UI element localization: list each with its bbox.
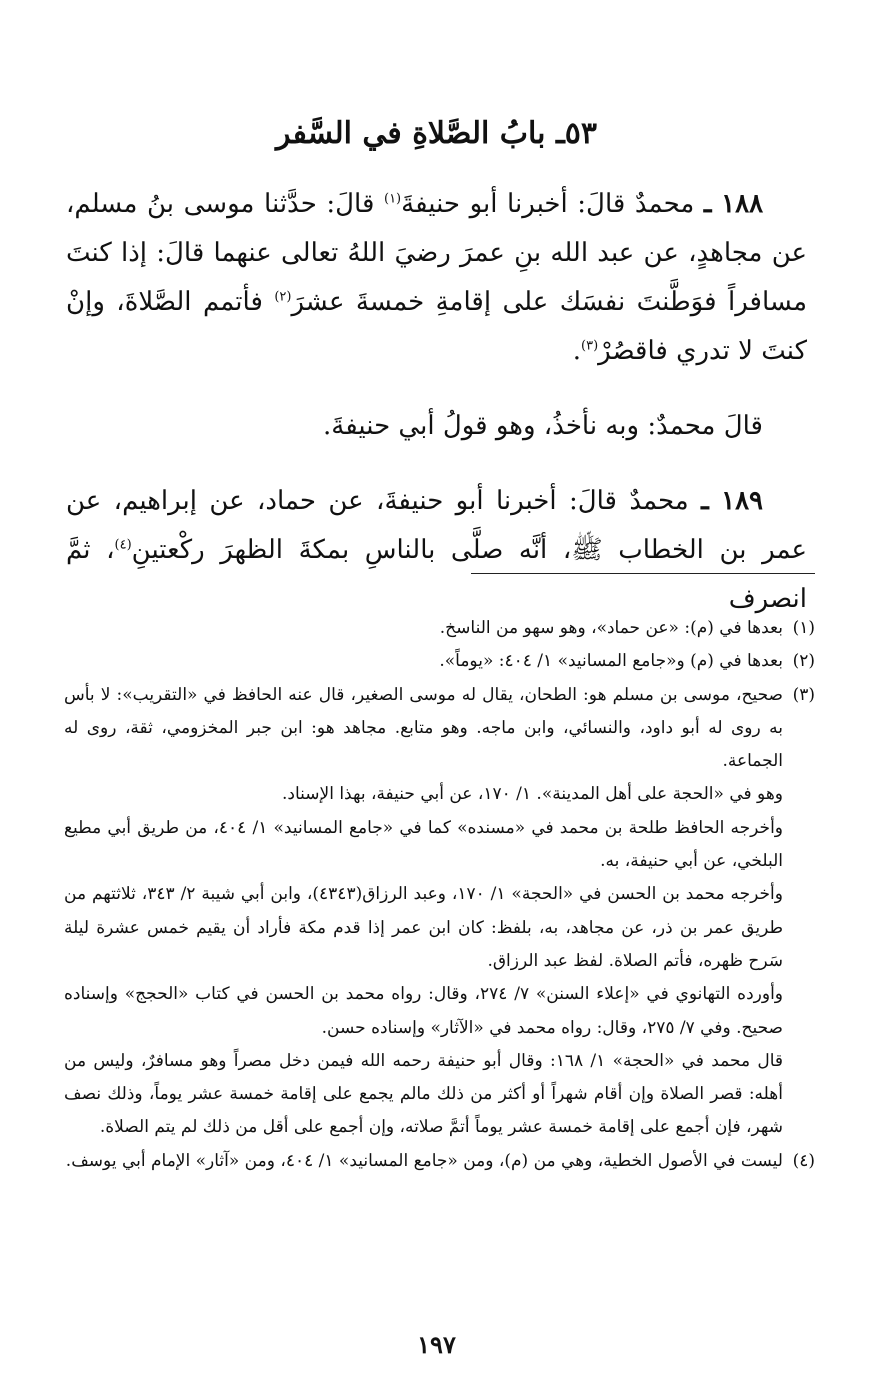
footnote-text: وأورده التهانوي في «إعلاء السنن» ٧/ ٢٧٤، وقال: رواه محمد بن الحسن في كتاب «الحجج» وإسناده صحيح. وفي ٧/ ٢٧٥، وقال: رواه محمد في «الآثار» وإسناده حسن. bbox=[64, 984, 783, 1038]
footnote-3 bbox=[64, 679, 815, 1145]
hadith-dash: ـ bbox=[703, 189, 712, 219]
hadith-text: ، ثمَّ انصرف bbox=[66, 535, 807, 614]
footnote-2 bbox=[64, 645, 815, 678]
footnote-marker: (٢) bbox=[792, 651, 815, 672]
footnote-marker: (١) bbox=[792, 618, 815, 638]
hadith-number: ١٨٩ bbox=[721, 486, 764, 516]
footnotes bbox=[64, 612, 815, 1178]
commentary-paragraph: قالَ محمدٌ: وبه نأخذُ، وهو قولُ أبي حنيفةَ. bbox=[323, 411, 763, 441]
hadith-text: فأتمم الصَّلاةَ، وإنْ كنتَ لا تدري فاقصُرْ bbox=[66, 287, 807, 366]
hadith-text: محمدٌ قالَ: أخبرنا أبو حنيفةَ، عن حماد، عن إبراهيم، عن عمر بن الخطاب ﷺ، أنَّه صلَّى بالناسِ بمكةَ الظهرَ ركْعتينِ bbox=[66, 486, 807, 565]
hadith-189 bbox=[66, 477, 807, 624]
footnote-text: وأخرجه محمد بن الحسن في «الحجة» ١/ ١٧٠، وعبد الرزاق(٤٣٤٣)، وابن أبي شيبة ٢/ ٣٤٣، ثلاثتهم من طريق عمر بن ذر، عن مجاهد، به، بلفظ: كان ابن عمر إذا قدم مكة فأراد أن يقيم خمس عشرة ليلة سَرح ظهره، فأتم الصلاة. لفظ عبد الرزاق. bbox=[64, 884, 783, 971]
footnote-text: وأخرجه الحافظ طلحة بن محمد في «مسنده» كما في «جامع المسانيد» ١/ ٤٠٤، من طريق أبي مطيع البلخي، عن أبي حنيفة، به. bbox=[64, 817, 783, 872]
chapter-title bbox=[60, 112, 813, 156]
chapter-number: ٥٣ bbox=[564, 116, 597, 151]
footnote-text: بعدها في (م): «عن حماد»، وهو سهو من الناسخ. bbox=[439, 618, 783, 638]
footnote-4 bbox=[64, 1145, 815, 1178]
hadith-number: ١٨٨ bbox=[721, 189, 764, 219]
footnote-text: قال محمد في «الحجة» ١/ ١٦٨: وقال أبو حنيفة رحمه الله فيمن دخل مصراً وهو مسافرٌ، وليس من أهله: قصر الصلاة وإن أقام شهراً أو أكثر من ذلك مالم يجمع على إقامة خمسة عشر يوماً، وذلك نصف شهر، فإن أجمع على إقامة خمسة عشر يوماً أتمَّ صلاته، وإن أجمع على أقل من ذلك لم يتم الصلاة. bbox=[64, 1050, 783, 1138]
footnote-text: صحيح، موسى بن مسلم هو: الطحان، يقال له موسى الصغير، قال عنه الحافظ في «التقريب»: لا بأس به روى له أبو داود، والنسائي، وابن ماجه. وهو متابع. مجاهد هو: ابن جبر المخزومي، ثقة، روى له الجماعة. bbox=[64, 684, 783, 772]
page-number: ١٩٧ bbox=[417, 1330, 456, 1359]
footnote-marker: (٤) bbox=[792, 1150, 815, 1171]
chapter-separator: ـ bbox=[555, 116, 565, 151]
footnote-ref[interactable]: (٢) bbox=[274, 289, 292, 305]
main-text bbox=[66, 180, 807, 624]
footnote-text: وهو في «الحجة على أهل المدينة». ١/ ١٧٠، عن أبي حنيفة، بهذا الإسناد. bbox=[281, 784, 783, 805]
footnote-separator bbox=[471, 573, 815, 574]
hadith-188 bbox=[66, 180, 807, 376]
hadith-end: . bbox=[572, 336, 582, 366]
footnote-ref[interactable]: (٣) bbox=[581, 338, 599, 354]
footnote-text: بعدها في (م) و«جامع المسانيد» ١/ ٤٠٤: «يوماً». bbox=[439, 651, 783, 672]
hadith-text: محمدٌ قالَ: أخبرنا أبو حنيفةَ bbox=[401, 189, 695, 219]
footnote-text: ليست في الأصول الخطية، وهي من (م)، ومن «جامع المسانيد» ١/ ٤٠٤، ومن «آثار» الإمام أبي يوسف. bbox=[65, 1150, 783, 1171]
footnote-ref[interactable]: (١) bbox=[383, 191, 402, 207]
hadith-text: قالَ: حدَّثنا موسى بنُ مسلم، عن مجاهدٍ، عن عبد الله بنِ عمرَ رضيَ اللهُ تعالى عنهما قالَ: إذا كنتَ مسافراً فوَطَّنتَ نفسَك على إقامةِ خمسةَ عشرَ bbox=[66, 189, 808, 317]
footnote-marker: (٣) bbox=[792, 684, 815, 705]
chapter-heading: بابُ الصَّلاةِ في السَّفر bbox=[276, 116, 546, 151]
hadith-dash: ـ bbox=[701, 486, 709, 516]
footnote-1 bbox=[64, 612, 815, 645]
footnote-ref[interactable]: (٤) bbox=[114, 537, 132, 553]
